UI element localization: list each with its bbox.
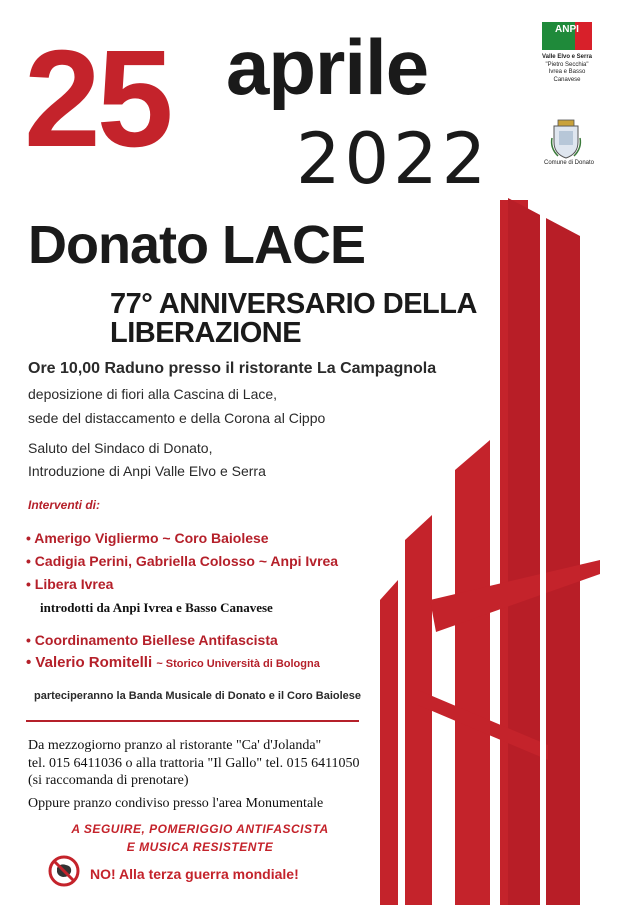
monument-column-4 xyxy=(405,515,432,905)
date-month: aprile xyxy=(226,23,429,111)
date-day: 25 xyxy=(24,22,170,176)
comune-label: Comune di Donato xyxy=(543,160,595,166)
monument-column-3 xyxy=(455,440,490,905)
anpi-line-3: Ivrea e Basso Canavese xyxy=(548,69,586,83)
program-line-3: sede del distaccamento e della Corona al Cippo xyxy=(28,410,326,426)
anpi-line-1: Valle Elvo e Serra xyxy=(541,54,593,60)
program-line-5: Introduzione di Anpi Valle Elvo e Serra xyxy=(28,463,266,479)
monument-column-5 xyxy=(380,580,398,905)
afternoon-line-2: E MUSICA RESISTENTE xyxy=(126,840,274,854)
anpi-flag-icon: ANPI xyxy=(542,22,592,50)
anpi-line-2: "Pietro Secchia" xyxy=(545,61,589,68)
program-line-2: deposizione di fiori alla Cascina di Lace, xyxy=(28,386,278,402)
program-line-1: Ore 10,00 Raduno presso il ristorante La Campagnola xyxy=(28,360,437,377)
place-title: Donato LACE xyxy=(28,215,365,275)
separator-line xyxy=(26,720,359,722)
lunch-line-3: (si raccomanda di prenotare) xyxy=(28,773,189,788)
date-year: 2022 xyxy=(296,118,491,200)
speaker-item: • Cadigia Perini, Gabriella Colosso ~ Anpi Ivrea xyxy=(26,553,339,569)
banda-line: parteciperanno la Banda Musicale di Donato e il Coro Baiolese xyxy=(34,690,362,702)
anpi-logo xyxy=(536,22,598,84)
lunch-line-1: Da mezzogiorno pranzo al ristorante "Ca' d'Jolanda" xyxy=(28,738,322,753)
coordinamento-item: • Coordinamento Biellese Antifascista xyxy=(26,632,278,648)
anniversary-title: 77° ANNIVERSARIO DELLA LIBERAZIONE xyxy=(110,288,476,349)
introdotti-line: introdotti da Anpi Ivrea e Basso Canavese xyxy=(40,600,273,615)
valerio-role: ~ Storico Università di Bologna xyxy=(156,658,320,670)
interventi-label: Interventi di: xyxy=(28,498,101,512)
lunch-line-2: tel. 015 6411036 o alla trattoria "Il Gallo" tel. 015 6411050 xyxy=(28,756,360,771)
no-war-icon xyxy=(48,855,80,887)
afternoon-line-1: A SEGUIRE, POMERIGGIO ANTIFASCISTA xyxy=(71,822,329,836)
comune-crest-icon xyxy=(548,118,584,160)
lunch-line-4: Oppure pranzo condiviso presso l'area Monumentale xyxy=(28,796,324,811)
no-war-text: NO! Alla terza guerra mondiale! xyxy=(90,866,299,882)
program-line-4: Saluto del Sindaco di Donato, xyxy=(28,440,213,456)
valerio-item: • Valerio Romitelli ~ Storico Università di Bologna xyxy=(26,654,320,671)
speaker-item: • Amerigo Vigliermo ~ Coro Baiolese xyxy=(26,530,269,546)
speaker-item: • Libera Ivrea xyxy=(26,576,114,592)
